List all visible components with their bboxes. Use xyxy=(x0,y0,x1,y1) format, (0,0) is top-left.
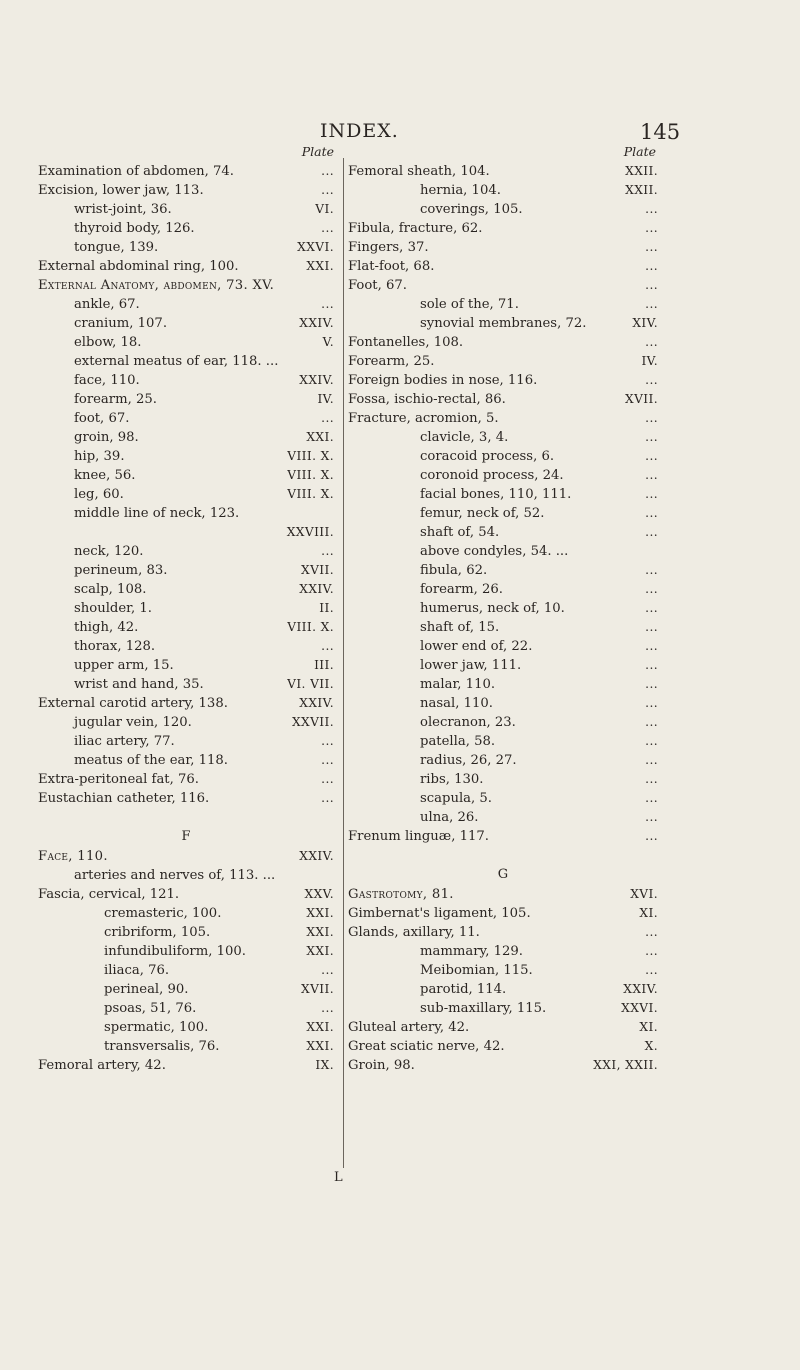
index-entry xyxy=(38,352,334,371)
index-entry xyxy=(38,238,334,257)
plate-reference: XXVIII. xyxy=(286,525,334,539)
entry-text: upper arm, 15. xyxy=(74,658,174,673)
entry-text: shoulder, 1. xyxy=(74,601,152,616)
plate-reference: XXIV. xyxy=(299,582,334,596)
entry-text: forearm, 26. xyxy=(420,582,503,597)
index-entry xyxy=(348,523,658,542)
index-entry xyxy=(348,713,658,732)
index-entry xyxy=(348,504,658,523)
plate-reference: ... xyxy=(645,525,658,539)
index-entry xyxy=(348,618,658,637)
entry-text: Glands, axillary, 11. xyxy=(348,925,480,940)
index-entry xyxy=(38,257,334,276)
entry-text: synovial membranes, 72. xyxy=(420,316,587,331)
index-entry xyxy=(348,314,658,333)
entry-text: external meatus of ear, 118. ... xyxy=(74,354,279,369)
plate-reference: ... xyxy=(321,164,334,178)
entry-text: sub-maxillary, 115. xyxy=(420,1001,547,1016)
entry-text: wrist-joint, 36. xyxy=(74,202,172,217)
index-entry xyxy=(38,751,334,770)
index-entry xyxy=(38,713,334,732)
index-entry xyxy=(348,656,658,675)
index-entry xyxy=(38,162,334,181)
entry-text: nasal, 110. xyxy=(420,696,493,711)
plate-reference: ... xyxy=(645,944,658,958)
entry-text: Extra-peritoneal fat, 76. xyxy=(38,772,199,787)
plate-reference: ... xyxy=(645,240,658,254)
entry-text: infundibuliform, 100. xyxy=(104,944,246,959)
plate-reference: ... xyxy=(645,810,658,824)
entry-text: Eustachian catheter, 116. xyxy=(38,791,210,806)
plate-reference: XXVI. xyxy=(621,1001,658,1015)
entry-text: malar, 110. xyxy=(420,677,496,692)
plate-reference: XXI. xyxy=(306,925,334,939)
index-entry xyxy=(348,808,658,827)
plate-reference: ... xyxy=(645,772,658,786)
column-divider xyxy=(343,158,344,1168)
entry-text: ankle, 67. xyxy=(74,297,140,312)
entry-text: forearm, 25. xyxy=(74,392,157,407)
plate-reference: ... xyxy=(321,734,334,748)
entry-text: scalp, 108. xyxy=(74,582,147,597)
plate-reference: VIII. X. xyxy=(287,449,334,463)
entry-text: Groin, 98. xyxy=(348,1058,415,1073)
plate-reference: XXIV. xyxy=(299,316,334,330)
plate-reference: ... xyxy=(645,582,658,596)
index-entry xyxy=(38,599,334,618)
plate-reference: XXVI. xyxy=(297,240,334,254)
index-entry xyxy=(348,1037,658,1056)
entry-text: ulna, 26. xyxy=(420,810,479,825)
index-entry xyxy=(348,371,658,390)
plate-reference: XVII. xyxy=(301,982,334,996)
index-entry xyxy=(348,542,658,561)
entry-text: psoas, 51, 76. xyxy=(104,1001,197,1016)
plate-reference: ... xyxy=(645,658,658,672)
index-entry xyxy=(38,694,334,713)
index-entry xyxy=(348,162,658,181)
index-entry xyxy=(38,942,334,961)
entry-text: Fibula, fracture, 62. xyxy=(348,221,483,236)
entry-text: leg, 60. xyxy=(74,487,124,502)
plate-reference: ... xyxy=(645,829,658,843)
index-entry xyxy=(348,409,658,428)
running-title: INDEX. xyxy=(320,120,399,142)
index-entry xyxy=(38,561,334,580)
index-entry xyxy=(38,580,334,599)
entry-text: humerus, neck of, 10. xyxy=(420,601,565,616)
index-entry xyxy=(38,1056,334,1075)
plate-reference: ... xyxy=(645,297,658,311)
entry-text: External carotid artery, 138. xyxy=(38,696,228,711)
index-entry xyxy=(348,770,658,789)
index-entry xyxy=(348,561,658,580)
index-entry xyxy=(38,1018,334,1037)
entry-text: Examination of abdomen, 74. xyxy=(38,164,235,179)
plate-reference: ... xyxy=(645,373,658,387)
index-entry xyxy=(38,980,334,999)
entry-text: scapula, 5. xyxy=(420,791,492,806)
entry-text: foot, 67. xyxy=(74,411,130,426)
index-entry xyxy=(38,200,334,219)
entry-text: Gastrotomy, 81. xyxy=(348,887,454,902)
index-entry xyxy=(348,923,658,942)
index-entry xyxy=(38,447,334,466)
entry-text: hernia, 104. xyxy=(420,183,501,198)
plate-reference: XXI. xyxy=(306,1039,334,1053)
entry-text: neck, 120. xyxy=(74,544,144,559)
plate-reference: IX. xyxy=(315,1058,334,1072)
entry-text: tongue, 139. xyxy=(74,240,159,255)
index-entry xyxy=(38,847,334,866)
index-entry xyxy=(348,181,658,200)
index-entry xyxy=(348,1018,658,1037)
entry-text: coracoid process, 6. xyxy=(420,449,555,464)
index-entry xyxy=(348,466,658,485)
plate-reference: ... xyxy=(645,639,658,653)
index-entry xyxy=(38,1037,334,1056)
plate-reference: VIII. X. xyxy=(287,487,334,501)
entry-text: radius, 26, 27. xyxy=(420,753,517,768)
entry-text: Fracture, acromion, 5. xyxy=(348,411,499,426)
entry-text: elbow, 18. xyxy=(74,335,142,350)
index-entry xyxy=(348,827,658,846)
section-letter: F xyxy=(181,829,191,844)
index-entry xyxy=(348,447,658,466)
entry-text: cremasteric, 100. xyxy=(104,906,222,921)
index-entry xyxy=(348,732,658,751)
plate-reference: ... xyxy=(321,411,334,425)
plate-reference: ... xyxy=(645,963,658,977)
plate-reference: ... xyxy=(321,221,334,235)
plate-reference: ... xyxy=(321,544,334,558)
entry-text: olecranon, 23. xyxy=(420,715,516,730)
plate-reference: XXI. xyxy=(306,259,334,273)
entry-text: Gimbernat's ligament, 105. xyxy=(348,906,531,921)
plate-reference: XXIV. xyxy=(299,849,334,863)
plate-reference: ... xyxy=(645,753,658,767)
entry-text: perineal, 90. xyxy=(104,982,189,997)
index-entry xyxy=(38,999,334,1018)
plate-reference: ... xyxy=(645,620,658,634)
index-entry xyxy=(348,200,658,219)
index-entry xyxy=(38,276,334,295)
page-number: 145 xyxy=(640,120,681,144)
right-column xyxy=(348,142,658,1075)
entry-text: wrist and hand, 35. xyxy=(74,677,204,692)
plate-reference: XVII. xyxy=(625,392,658,406)
entry-text: thigh, 42. xyxy=(74,620,139,635)
plate-reference: ... xyxy=(645,563,658,577)
entry-text: Fascia, cervical, 121. xyxy=(38,887,180,902)
index-entry xyxy=(38,675,334,694)
entry-text: Frenum linguæ, 117. xyxy=(348,829,489,844)
plate-reference: ... xyxy=(645,202,658,216)
plate-reference: XIV. xyxy=(632,316,658,330)
index-entry xyxy=(348,238,658,257)
plate-reference: ... xyxy=(645,506,658,520)
plate-reference: X. xyxy=(644,1039,658,1053)
plate-reference: XI. xyxy=(639,906,658,920)
index-entry xyxy=(38,523,334,542)
right-entries xyxy=(348,162,658,1075)
plate-reference: ... xyxy=(645,278,658,292)
plate-reference: ... xyxy=(321,183,334,197)
entry-text: Flat-foot, 68. xyxy=(348,259,435,274)
entry-text: knee, 56. xyxy=(74,468,136,483)
index-entry xyxy=(348,390,658,409)
entry-text: clavicle, 3, 4. xyxy=(420,430,509,445)
index-entry xyxy=(38,428,334,447)
index-entry xyxy=(38,618,334,637)
plate-reference: V. xyxy=(322,335,334,349)
plate-reference: XXIV. xyxy=(299,373,334,387)
entry-text: iliac artery, 77. xyxy=(74,734,175,749)
entry-text: patella, 58. xyxy=(420,734,496,749)
entry-text: thorax, 128. xyxy=(74,639,156,654)
index-entry xyxy=(348,942,658,961)
entry-text: jugular vein, 120. xyxy=(74,715,192,730)
plate-reference: XXI. xyxy=(306,430,334,444)
entry-text: femur, neck of, 52. xyxy=(420,506,545,521)
index-entry xyxy=(348,580,658,599)
index-entry xyxy=(38,885,334,904)
index-entry xyxy=(38,866,334,885)
index-entry xyxy=(348,904,658,923)
plate-reference: ... xyxy=(645,430,658,444)
index-entry xyxy=(38,371,334,390)
entry-text: spermatic, 100. xyxy=(104,1020,209,1035)
plate-reference: ... xyxy=(645,677,658,691)
plate-reference: ... xyxy=(645,925,658,939)
entry-text: hip, 39. xyxy=(74,449,125,464)
plate-reference: VI. VII. xyxy=(287,677,334,691)
plate-column-heading: Plate xyxy=(623,144,656,159)
plate-reference: II. xyxy=(319,601,334,615)
index-entry xyxy=(348,485,658,504)
entry-text: shaft of, 54. xyxy=(420,525,500,540)
entry-text: coronoid process, 24. xyxy=(420,468,564,483)
plate-reference: ... xyxy=(321,297,334,311)
entry-text: External abdominal ring, 100. xyxy=(38,259,239,274)
plate-reference: XXI. xyxy=(306,906,334,920)
index-entry xyxy=(348,694,658,713)
entry-text: Foot, 67. xyxy=(348,278,407,293)
plate-reference: XXII. xyxy=(625,183,658,197)
index-entry xyxy=(38,333,334,352)
entry-text: perineum, 83. xyxy=(74,563,168,578)
entry-text: facial bones, 110, 111. xyxy=(420,487,572,502)
plate-reference: ... xyxy=(645,601,658,615)
left-column xyxy=(38,142,334,1075)
entry-text: face, 110. xyxy=(74,373,140,388)
plate-reference: ... xyxy=(645,696,658,710)
index-entry xyxy=(38,904,334,923)
plate-reference: XXI. xyxy=(306,944,334,958)
plate-reference: ... xyxy=(645,487,658,501)
index-entry xyxy=(38,409,334,428)
index-entry xyxy=(38,789,334,808)
index-entry xyxy=(348,257,658,276)
plate-reference: III. xyxy=(314,658,334,672)
plate-reference: ... xyxy=(645,715,658,729)
entry-text: Forearm, 25. xyxy=(348,354,435,369)
index-entry xyxy=(348,980,658,999)
plate-reference: ... xyxy=(321,639,334,653)
entry-text: cranium, 107. xyxy=(74,316,168,331)
plate-reference: XVII. xyxy=(301,563,334,577)
index-entry xyxy=(38,485,334,504)
entry-text: Fingers, 37. xyxy=(348,240,429,255)
plate-reference: ... xyxy=(645,411,658,425)
index-entry xyxy=(348,789,658,808)
plate-reference: XI. xyxy=(639,1020,658,1034)
entry-text: Face, 110. xyxy=(38,849,108,864)
plate-reference: ... xyxy=(645,335,658,349)
plate-reference: ... xyxy=(321,772,334,786)
index-entry xyxy=(38,732,334,751)
entry-text: shaft of, 15. xyxy=(420,620,500,635)
entry-text: External Anatomy, abdomen, 73. XV. xyxy=(38,278,275,293)
index-entry xyxy=(38,770,334,789)
entry-text: above condyles, 54. ... xyxy=(420,544,569,559)
entry-text: Fossa, ischio-rectal, 86. xyxy=(348,392,506,407)
index-entry xyxy=(348,751,658,770)
plate-reference: XXV. xyxy=(304,887,334,901)
entry-text: transversalis, 76. xyxy=(104,1039,220,1054)
entry-text: lower end of, 22. xyxy=(420,639,533,654)
entry-text: iliaca, 76. xyxy=(104,963,170,978)
index-entry xyxy=(348,961,658,980)
plate-reference: ... xyxy=(321,1001,334,1015)
index-entry xyxy=(348,333,658,352)
index-entry xyxy=(38,181,334,200)
entry-text: Fontanelles, 108. xyxy=(348,335,464,350)
index-entry xyxy=(38,923,334,942)
entry-text: meatus of the ear, 118. xyxy=(74,753,228,768)
plate-reference: ... xyxy=(645,791,658,805)
section-letter: G xyxy=(497,867,509,882)
index-entry xyxy=(348,352,658,371)
index-entry xyxy=(38,466,334,485)
entry-text: lower jaw, 111. xyxy=(420,658,522,673)
entry-text: Meibomian, 115. xyxy=(420,963,533,978)
index-entry xyxy=(348,999,658,1018)
index-entry xyxy=(38,961,334,980)
signature-mark: L xyxy=(334,1170,343,1185)
index-entry xyxy=(348,276,658,295)
index-entry xyxy=(38,504,334,523)
entry-text: groin, 98. xyxy=(74,430,139,445)
left-entries xyxy=(38,162,334,1075)
plate-reference: XVI. xyxy=(630,887,658,901)
entry-text: cribriform, 105. xyxy=(104,925,211,940)
plate-reference: VI. xyxy=(315,202,334,216)
index-entry xyxy=(348,219,658,238)
plate-reference: ... xyxy=(645,221,658,235)
index-entry xyxy=(38,295,334,314)
index-entry xyxy=(348,637,658,656)
index-entry xyxy=(38,314,334,333)
index-entry xyxy=(348,675,658,694)
index-entry xyxy=(38,637,334,656)
plate-reference: VIII. X. xyxy=(287,620,334,634)
index-entry xyxy=(348,1056,658,1075)
index-entry xyxy=(348,846,658,865)
entry-text: middle line of neck, 123. xyxy=(74,506,240,521)
plate-reference: XXIV. xyxy=(623,982,658,996)
plate-reference: XXII. xyxy=(625,164,658,178)
entry-text: mammary, 129. xyxy=(420,944,523,959)
entry-text: thyroid body, 126. xyxy=(74,221,195,236)
plate-reference: XXVII. xyxy=(291,715,334,729)
entry-text: ribs, 130. xyxy=(420,772,484,787)
plate-reference: ... xyxy=(321,963,334,977)
entry-text: sole of the, 71. xyxy=(420,297,519,312)
index-entry xyxy=(348,885,658,904)
plate-reference: IV. xyxy=(317,392,334,406)
entry-text: coverings, 105. xyxy=(420,202,523,217)
plate-reference: ... xyxy=(645,468,658,482)
entry-text: arteries and nerves of, 113. ... xyxy=(74,868,276,883)
plate-reference: IV. xyxy=(641,354,658,368)
plate-reference: ... xyxy=(321,753,334,767)
plate-reference: ... xyxy=(321,791,334,805)
entry-text: parotid, 114. xyxy=(420,982,507,997)
index-entry xyxy=(38,808,334,827)
plate-reference: XXIV. xyxy=(299,696,334,710)
entry-text: Gluteal artery, 42. xyxy=(348,1020,470,1035)
index-entry xyxy=(38,390,334,409)
plate-reference: ... xyxy=(645,734,658,748)
index-entry xyxy=(348,295,658,314)
entry-text: Excision, lower jaw, 113. xyxy=(38,183,204,198)
entry-text: Femoral artery, 42. xyxy=(38,1058,166,1073)
plate-reference: ... xyxy=(645,449,658,463)
plate-reference: XXI. xyxy=(306,1020,334,1034)
index-entry xyxy=(38,542,334,561)
plate-reference: ... xyxy=(645,259,658,273)
entry-text: Foreign bodies in nose, 116. xyxy=(348,373,538,388)
index-entry xyxy=(348,428,658,447)
index-entry xyxy=(38,219,334,238)
entry-text: Femoral sheath, 104. xyxy=(348,164,490,179)
plate-reference: XXI, XXII. xyxy=(593,1058,658,1072)
plate-reference: VIII. X. xyxy=(287,468,334,482)
entry-text: fibula, 62. xyxy=(420,563,488,578)
entry-text: Great sciatic nerve, 42. xyxy=(348,1039,505,1054)
index-entry xyxy=(38,656,334,675)
index-entry xyxy=(348,599,658,618)
plate-column-heading: Plate xyxy=(301,144,334,159)
